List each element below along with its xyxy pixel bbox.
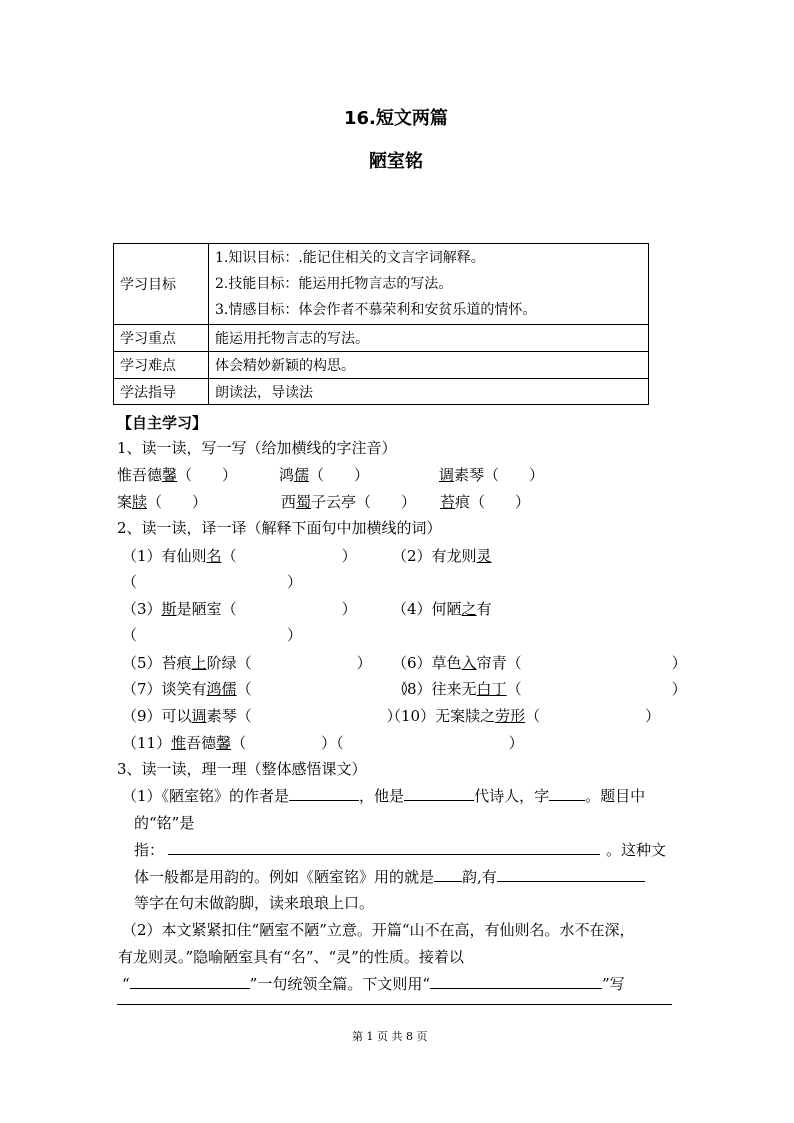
q3-line: （1）《陋室铭》的作者是 ，他是 代诗人，字 。题目中 — [122, 787, 646, 805]
footer-divider — [117, 1004, 672, 1005]
difficulty-cell: 体会精妙新颖的构思。 — [209, 352, 649, 379]
ming-definition-blank[interactable] — [168, 840, 600, 855]
q3-title: 3、读一读，理一理（整体感悟课文） — [117, 760, 367, 778]
q1-item: 调素琴（ ） — [439, 466, 545, 484]
dynasty-blank[interactable] — [404, 786, 474, 801]
doc-subtitle: 陋室铭 — [369, 151, 423, 172]
table-row — [114, 379, 649, 405]
row-label-goals: 学习目标 — [114, 244, 209, 325]
row-label-method: 学法指导 — [114, 379, 209, 405]
q3-line: 体一般都是用韵的。例如《陋室铭》用的就是 韵,有 — [134, 866, 645, 888]
q1-item: 案牍（ ） — [117, 493, 208, 511]
rhyme-blank[interactable] — [434, 867, 462, 882]
q1-item: 西蜀子云亭（ ） — [281, 493, 417, 511]
q2-item: （ ） — [122, 626, 303, 644]
doc-title: 16.短文两篇 — [344, 108, 448, 129]
q3-line: （2）本文紧紧扣住“陋室不陋”立意。开篇“山不在高，有仙则名。水不在深， — [122, 921, 635, 939]
courtesy-name-blank[interactable] — [549, 786, 585, 801]
q2-item: （5）苔痕上阶绿（ ） — [122, 654, 372, 672]
description-blank[interactable] — [430, 974, 602, 989]
goal-line: 2.技能目标：能运用托物言志的写法。 — [215, 276, 453, 292]
q3-line: 指： 。这种文 — [134, 841, 667, 859]
q2-item: （ ） — [122, 573, 303, 591]
q2-title: 2、读一读，译一译（解释下面句中加横线的词） — [117, 519, 442, 537]
goal-line: 3.情感目标：体会作者不慕荣利和安贫乐道的情怀。 — [215, 302, 537, 318]
q1-item: 惟吾德馨（ ） — [117, 466, 238, 484]
q2-item: （6）草色入帘青（ ） — [392, 654, 687, 672]
theme-sentence-blank[interactable] — [130, 974, 250, 989]
q2-item: （8）往来无白丁（ ） — [392, 680, 687, 698]
q3-line: “ ”一句统领全篇。下文则用“ ”写 — [122, 975, 625, 993]
page-number: 第 1 页 共 8 页 — [352, 1030, 428, 1043]
q3-line: 有龙则灵。”隐喻陋室具有“名”、“灵”的性质。接着以 — [118, 948, 464, 966]
row-label-difficulty: 学习难点 — [114, 352, 209, 379]
rhyme-words-blank[interactable] — [497, 867, 645, 882]
goals-cell — [209, 244, 649, 325]
q2-item: （9）可以调素琴（ ） — [122, 707, 402, 725]
objectives-table — [113, 243, 649, 405]
q3-line: 等字在句末做韵脚，读来琅琅上口。 — [134, 894, 375, 912]
table-row — [114, 244, 649, 325]
method-cell: 朗读法，导读法 — [209, 379, 649, 405]
q1-title: 1、读一读，写一写（给加横线的字注音） — [117, 439, 397, 457]
q2-item: （4）何陋之有 — [392, 600, 492, 618]
goal-line: 1.知识目标：.能记住相关的文言字词解释。 — [215, 250, 485, 266]
table-row — [114, 352, 649, 379]
q2-item: （2）有龙则灵 — [392, 547, 492, 565]
q2-item: （11）惟吾德馨（ ）（ ） — [122, 734, 524, 752]
q2-item: （7）谈笑有鸿儒（ ） — [122, 680, 417, 698]
q3-line: 的“铭”是 — [134, 814, 195, 832]
q1-item: 苔痕（ ） — [440, 493, 531, 511]
q2-item: （1）有仙则名（ ） — [122, 547, 357, 565]
q1-item: 鸿儒（ ） — [279, 466, 370, 484]
q2-item: （10）无案牍之劳形（ ） — [386, 707, 661, 725]
author-blank[interactable] — [289, 786, 359, 801]
focus-cell: 能运用托物言志的写法。 — [209, 325, 649, 352]
q2-item: （3）斯是陋室（ ） — [122, 600, 357, 618]
table-row — [114, 325, 649, 352]
row-label-focus: 学习重点 — [114, 325, 209, 352]
section-heading: 【自主学习】 — [117, 414, 208, 432]
